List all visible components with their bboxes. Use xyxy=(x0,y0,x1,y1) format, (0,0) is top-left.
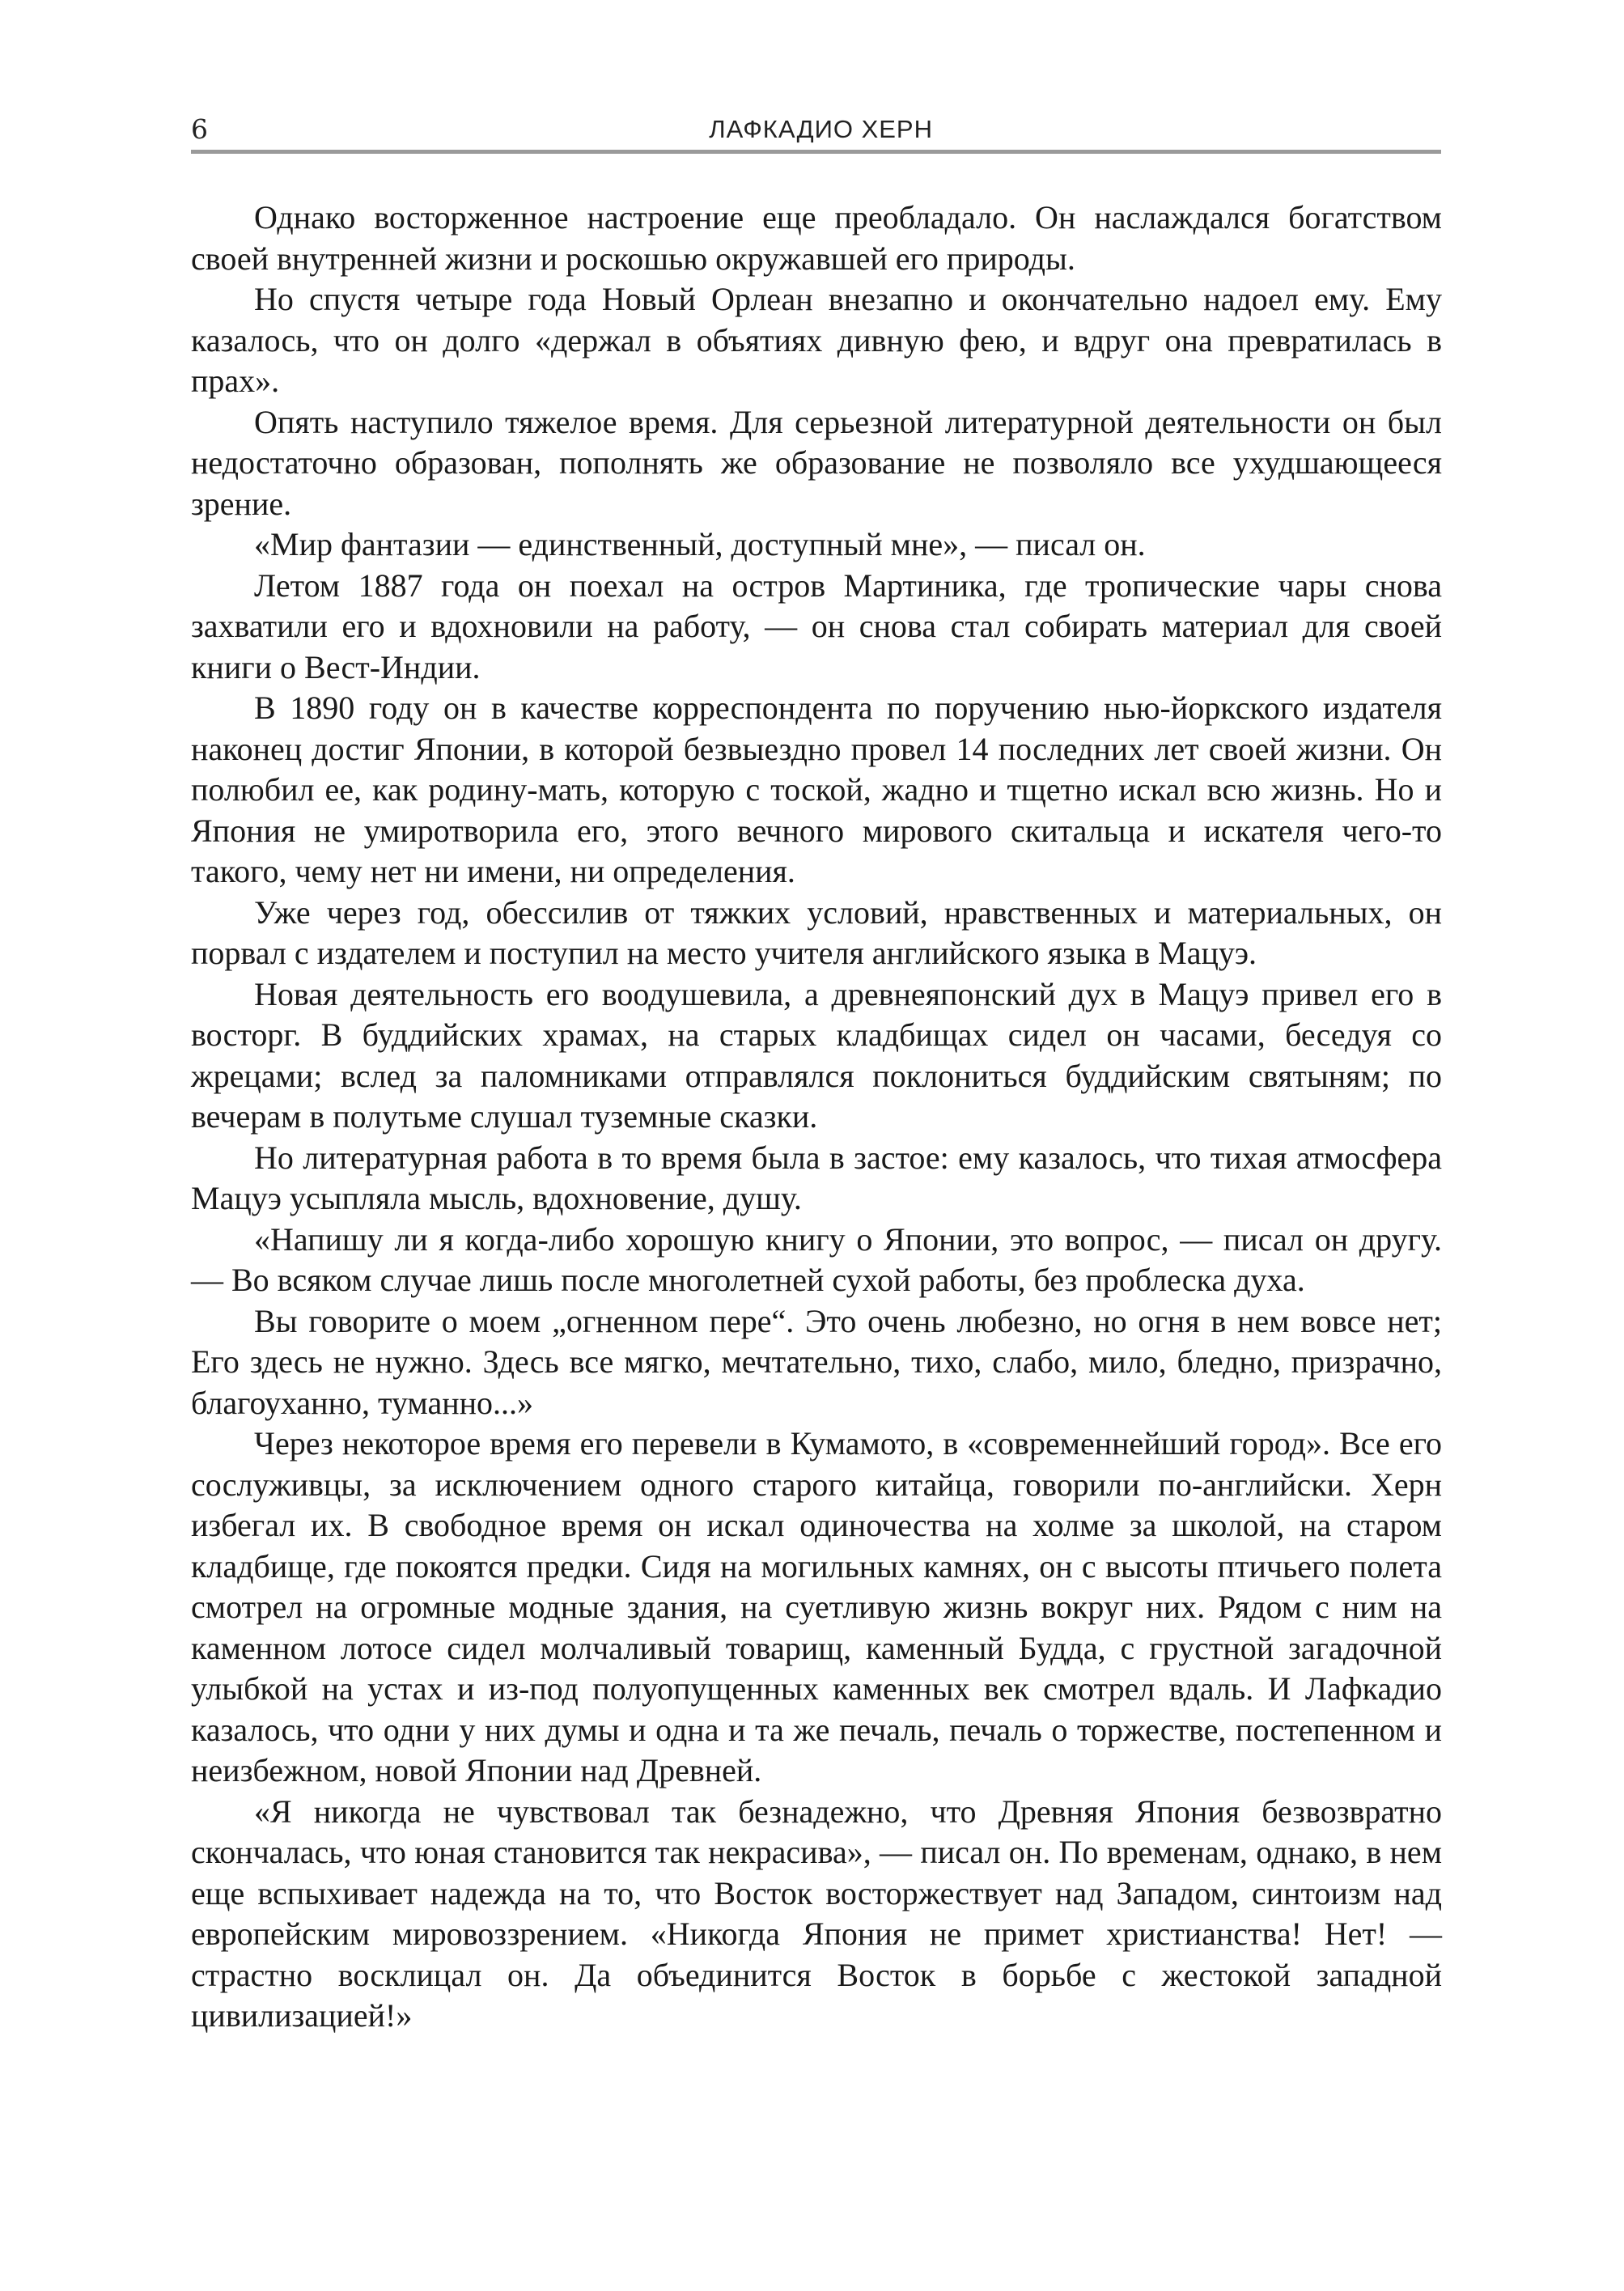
paragraph: Вы говорите о моем „огненном пере“. Это очень любезно, но огня в нем вовсе нет; Его здесь не нужно. Здесь все мягко, мечтательно, тихо, слабо, мило, бледно, призрачно, благоуханно, туманно...» xyxy=(191,1302,1442,1421)
body-text xyxy=(191,197,1442,2037)
paragraph: Опять наступило тяжелое время. Для серьезной литературной деятельности он был недостаточно образован, пополнять же образование не позволяло все ухудшающееся зрение. xyxy=(191,403,1442,522)
paragraph: «Напишу ли я когда-либо хорошую книгу о Японии, это вопрос, — писал он другу. — Во всяком случае лишь после многолетней сухой работы, без проблеска духа. xyxy=(191,1220,1442,1298)
running-title: ЛАФКАДИО ХЕРН xyxy=(709,115,933,143)
page-number: 6 xyxy=(191,113,208,145)
paragraph: Летом 1887 года он поехал на остров Мартиника, где тропические чары снова захватили его и вдохновили на работу, — он снова стал собирать материал для своей книги о Вест-Индии. xyxy=(191,566,1442,685)
paragraph: «Я никогда не чувствовал так безнадежно, что Древняя Япония безвозвратно скончалась, что юная становится так некрасива», — писал он. По временам, однако, в нем еще вспыхивает надежда на то, что Восток восторжествует над Западом, синтоизм над европейским мировоззрением. «Никогда Япония не примет христианства! Нет! — страстно восклицал он. Да объединится Восток в борьбе с жестокой западной цивилизацией!» xyxy=(191,1792,1442,2034)
paragraph: Но спустя четыре года Новый Орлеан внезапно и окончательно надоел ему. Ему казалось, что он долго «держал в объятиях дивную фею, и вдруг она превратилась в прах». xyxy=(191,281,1442,399)
paragraph: Но литературная работа в то время была в застое: ему казалось, что тихая атмосфера Мацуэ усыпляла мысль, вдохновение, душу. xyxy=(191,1139,1442,1216)
paragraph: Уже через год, обессилив от тяжких условий, нравственных и материальных, он порвал с издателем и поступил на место учителя английского языка в Мацуэ. xyxy=(191,893,1442,971)
paragraph: В 1890 году он в качестве корреспондента по поручению нью-йоркского издателя наконец достиг Японии, в которой безвыездно провел 14 последних лет своей жизни. Он полюбил ее, как родину-мать, которую с тоской, жадно и тщетно искал всю жизнь. Но и Япония не умиротворила его, этого вечного мирового скитальца и искателя чего-то такого, чему нет ни имени, ни определения. xyxy=(191,689,1442,889)
paragraph: Новая деятельность его воодушевила, а древнеяпонский дух в Мацуэ привел его в восторг. В буддийских храмах, на старых кладбищах сидел он часами, беседуя со жрецами; вслед за паломниками отправлялся поклониться буддийским святыням; по вечерам в полутьме слушал туземные сказки. xyxy=(191,975,1442,1135)
paragraph: «Мир фантазии — единственный, доступный мне», — писал он. xyxy=(254,526,1146,562)
paragraph: Однако восторженное настроение еще преобладало. Он наслаждался богатством своей внутренней жизни и роскошью окружавшей его природы. xyxy=(191,199,1442,277)
page-header xyxy=(191,113,1439,154)
header-rule xyxy=(191,150,1441,154)
paragraph: Через некоторое время его перевели в Кумамото, в «современнейший город». Все его сослуживцы, за исключением одного старого китайца, говорили по-английски. Херн избегал их. В свободное время он искал одиночества на холме за школой, на старом кладбище, где покоятся предки. Сидя на могильных камнях, он с высоты птичьего полета смотрел на огромные модные здания, на суетливую жизнь вокруг них. Рядом с ним на каменном лотосе сидел молчаливый товарищ, каменный Будда, с грустной загадочной улыбкой на устах и из-под полуопущенных каменных век смотрел вдаль. И Лафкадио казалось, что одни у них думы и одна и та же печаль, печаль о торжестве, постепенном и неизбежном, новой Японии над Древней. xyxy=(191,1425,1442,1788)
